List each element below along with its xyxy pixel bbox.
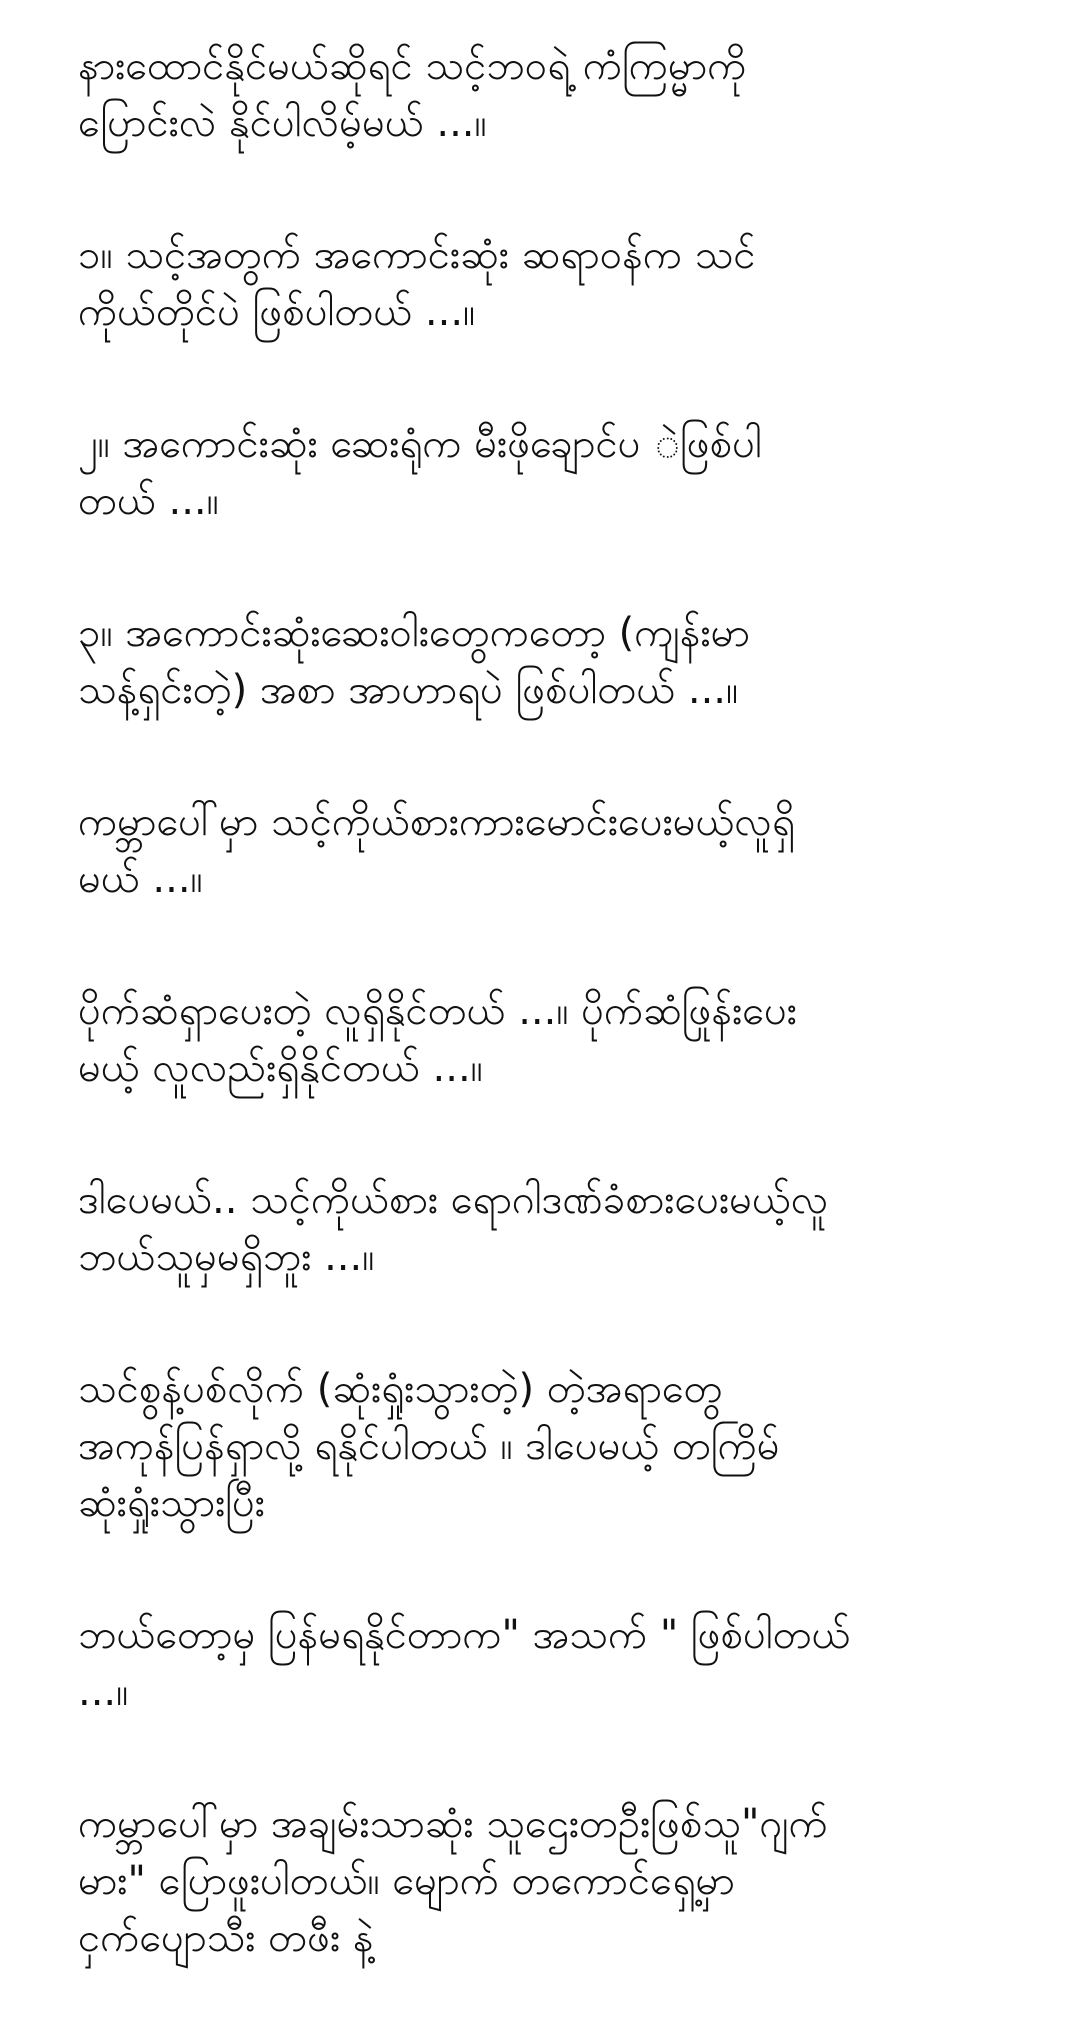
paragraph-driver: ကမ္ဘာပေါ်မှာ သင့်ကိုယ်စားကားမောင်းပေးမယ့်လူရှိ မယ် ...။ bbox=[78, 799, 795, 902]
paragraph-point-3: ၃။ အကောင်းဆုံးဆေးဝါးတွေကတော့ (ကျန်းမာ သန့်ရှင်းတဲ့) အစာ အာဟာရပဲ ဖြစ်ပါတယ် ...။ bbox=[78, 610, 750, 713]
paragraph-point-2: ၂။ အကောင်းဆုံး ဆေးရုံက မီးဖိုချောင်ပ ဲဖြစ်ပါ တယ် ...။ bbox=[78, 421, 762, 524]
paragraph-life: ဘယ်တော့မှ ပြန်မရနိုင်တာက" အသက် " ဖြစ်ပါတယ် ...။ bbox=[78, 1612, 851, 1715]
paragraph-money: ပိုက်ဆံရှာပေးတဲ့ လူရှိနိုင်တယ် ...။ ပိုက်ဆံဖြုန်းပေး မယ့် လူလည်းရှိနိုင်တယ် ...။ bbox=[78, 988, 797, 1091]
article-body bbox=[78, 38, 1038, 1967]
paragraph-intro: နားထောင်နိုင်မယ်ဆိုရင် သင့်ဘဝရဲ့ ကံကြမ္မာကို ပြောင်းလဲ နိုင်ပါလိမ့်မယ် ...။ bbox=[78, 43, 747, 146]
paragraph-lost-things: သင်စွန့်ပစ်လိုက် (ဆုံးရှုံးသွားတဲ့) တဲ့အရာတွေ အကုန်ပြန်ရှာလို့ ရနိုင်ပါတယ် ။ ဒါပေမယ့် တကြိမ် ဆုံးရှုံးသွားပြီး bbox=[78, 1366, 780, 1526]
paragraph-point-1: ၁။ သင့်အတွက် အကောင်းဆုံး ဆရာဝန်က သင် ကိုယ်တိုင်ပဲ ဖြစ်ပါတယ် ...။ bbox=[78, 232, 756, 335]
paragraph-jack-ma: ကမ္ဘာပေါ်မှာ အချမ်းသာဆုံး သူဌေးတဦးဖြစ်သူ"ဂျက် မား" ပြောဖူးပါတယ်။ မျောက် တကောင်ရှေ့မှာ ငှက်ပျောသီး တဖီး နဲ့ bbox=[78, 1801, 828, 1961]
paragraph-illness: ဒါပေမယ်.. သင့်ကိုယ်စား ရောဂါဒဏ်ခံစားပေးမယ့်လူ ဘယ်သူမှမရှိဘူး ...။ bbox=[78, 1177, 829, 1280]
